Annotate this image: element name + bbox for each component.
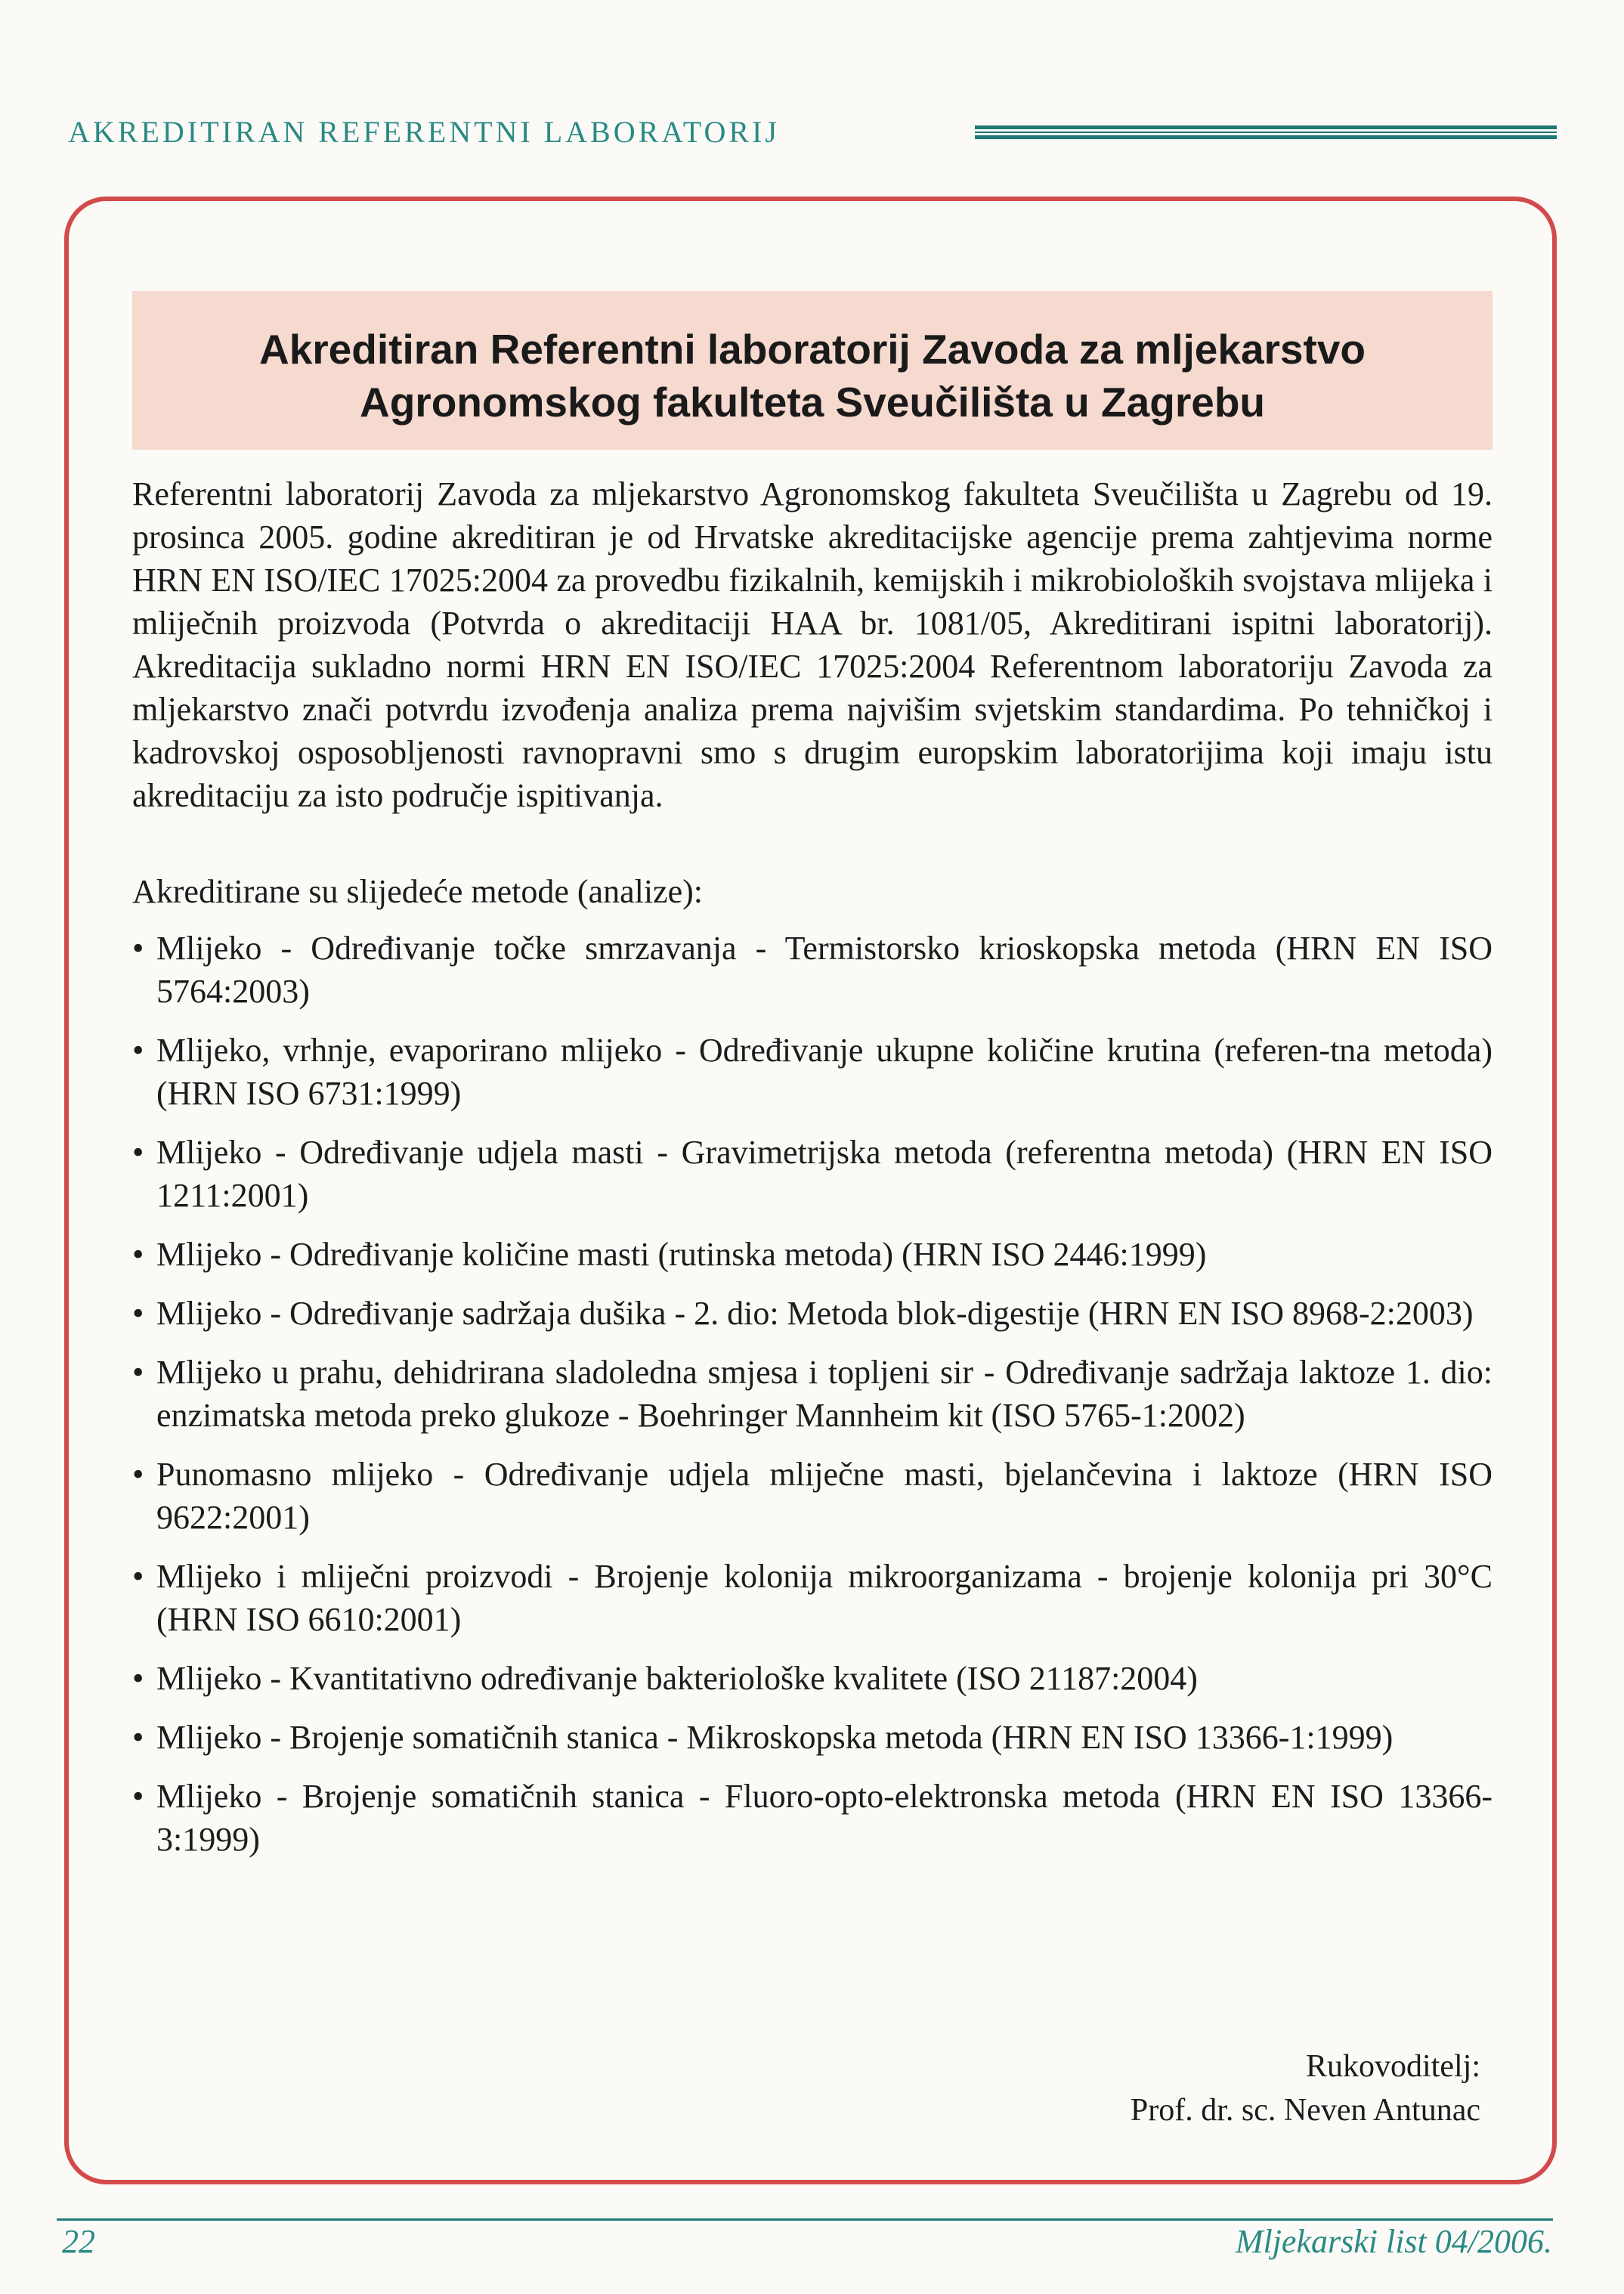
article-title-line-2: Agronomskog fakulteta Sveučilišta u Zagrebu [359,379,1266,426]
list-item: • Mlijeko u prahu, dehidrirana sladoledna smjesa i topljeni sir - Određivanje sadržaja laktoze 1. dio: enzimatska metoda preko glukoze - Boehringer Mannheim kit (ISO 5765-1:2002) [132,1351,1493,1437]
methods-lead: Akreditirane su slijedeće metode (analize): [132,873,703,910]
bullet: • [132,1354,144,1391]
bullet: • [132,1660,144,1697]
list-item: • Mlijeko - Brojenje somatičnih stanica - Fluoro-opto-elektronska metoda (HRN EN ISO 13366-3:1999) [132,1775,1493,1861]
article-body [132,472,1493,1877]
intro-paragraph: Referentni laboratorij Zavoda za mljekarstvo Agronomskog fakulteta Sveučilišta u Zagrebu od 19. prosinca 2005. godine akreditiran je od Hrvatske akreditacijske agencije prema zahtjevima norme HRN EN ISO/IEC 17025:2004 za provedbu fizikalnih, kemijskih i mikrobioloških svojstava mlijeka i mliječnih proizvoda (Potvrda o akreditaciji HAA br. 1081/05, Akreditirani ispitni laboratorij). Akreditacija sukladno normi HRN EN ISO/IEC 17025:2004 Referentnom laboratoriju Zavoda za mljekarstvo znači potvrdu izvođenja analiza prema najvišim svjetskim standardima. Po tehničkoj i kadrovskoj osposobljenosti ravnopravni smo s drugim europskim laboratorijima koji imaju istu akreditaciju za isto područje ispitivanja. [132,475,1493,814]
signature-block [1131,2045,1480,2132]
bullet: • [132,1778,144,1815]
list-item: • Mlijeko i mliječni proizvodi - Brojenje kolonija mikroorganizama - brojenje kolonija pri 30°C (HRN ISO 6610:2001) [132,1555,1493,1641]
list-item: • Mlijeko - Određivanje točke smrzavanja - Termistorsko krioskopska metoda (HRN EN ISO 5764:2003) [132,927,1493,1013]
title-band [132,291,1493,450]
signature-name: Prof. dr. sc. Neven Antunac [1130,2093,1480,2128]
methods-list [132,927,1493,1861]
bullet: • [132,930,144,967]
bullet: • [132,1456,144,1493]
bullet: • [132,1558,144,1595]
list-item: • Mlijeko, vrhnje, evaporirano mlijeko - Određivanje ukupne količine krutina (referen-tna metoda) (HRN ISO 6731:1999) [132,1029,1493,1115]
list-item: • Mlijeko - Određivanje sadržaja dušika - 2. dio: Metoda blok-digestije (HRN EN ISO 8968-2:2003) [132,1292,1493,1335]
list-item: • Mlijeko - Brojenje somatičnih stanica - Mikroskopska metoda (HRN EN ISO 13366-1:1999) [132,1716,1493,1759]
article-title-line-1: Akreditiran Referentni laboratorij Zavoda za mljekarstvo [258,326,1366,373]
list-item: • Mlijeko - Određivanje udjela masti - Gravimetrijska metoda (referentna metoda) (HRN EN ISO 1211:2001) [132,1131,1493,1217]
footer-rule [57,2218,1553,2221]
article-title [132,291,1493,429]
running-header [68,113,1557,151]
bullet: • [132,1295,144,1332]
bullet: • [132,1134,144,1171]
bullet: • [132,1719,144,1756]
page-number: 22 [62,2223,95,2260]
section-title: AKREDITIRAN REFERENTNI LABORATORIJ [68,115,780,149]
list-item: • Punomasno mlijeko - Određivanje udjela mliječne masti, bjelančevina i laktoze (HRN ISO 9622:2001) [132,1453,1493,1539]
header-rule [975,125,1557,139]
signature-role: Rukovoditelj: [1306,2049,1480,2084]
journal-name: Mljekarski list 04/2006. [1235,2223,1552,2260]
list-item: • Mlijeko - Određivanje količine masti (rutinska metoda) (HRN ISO 2446:1999) [132,1233,1493,1276]
bullet: • [132,1236,144,1273]
list-item: • Mlijeko - Kvantitativno određivanje bakteriološke kvalitete (ISO 21187:2004) [132,1657,1493,1700]
bullet: • [132,1032,144,1069]
